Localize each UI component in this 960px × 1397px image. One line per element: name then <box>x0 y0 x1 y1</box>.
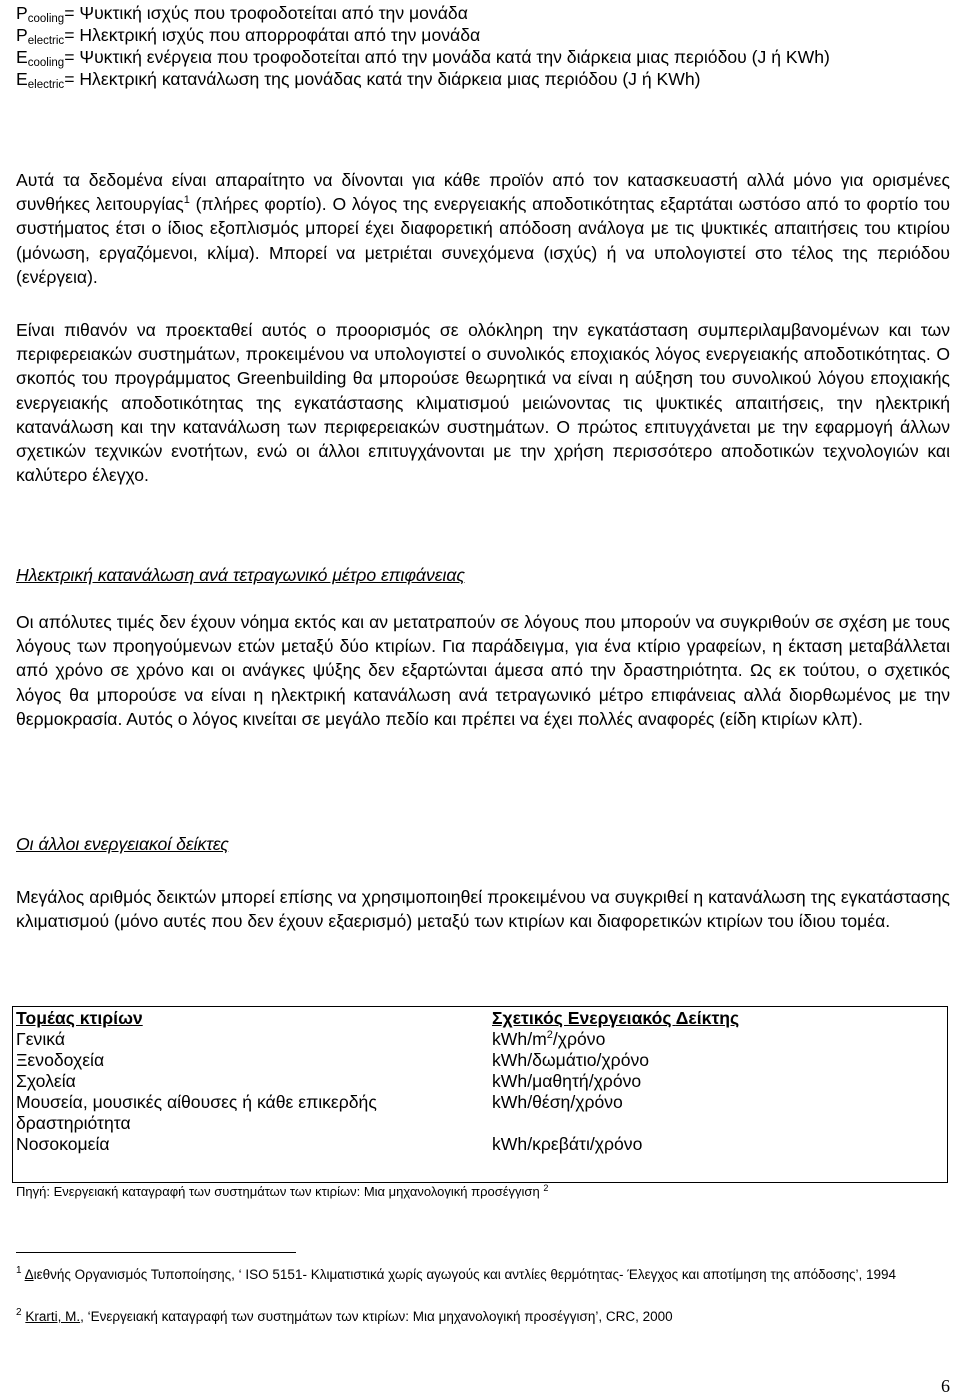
heading-electric-consumption: Ηλεκτρική κατανάλωση ανά τετραγωνικό μέτρο επιφάνειας <box>16 565 465 585</box>
table-source-caption: Πηγή: Ενεργειακή καταγραφή των συστημάτων των κτιρίων: Μια μηχανολογική προσέγγιση $^2$ <box>16 1183 549 1199</box>
table-cell-indicator: kWh/κρεβάτι/χρόνο <box>492 1134 643 1154</box>
table-row <box>12 1092 948 1134</box>
definition-p-electric: $P_{electric}= H\lambda\varepsilon\kappa\tau\rho\iota\kappa ή$ ισχύς που απορροφάται από την μονάδα <box>16 25 481 47</box>
definition-e-electric: $E_{electric}= H\lambda\varepsilon\kappa\tau\rho\iota\kappa ή$ κατανάλωση της μονάδας κατά την διάρκεια μιας περιόδου (J ή KWh) <box>16 69 701 91</box>
table-cell-sector: Νοσοκομεία <box>16 1134 110 1154</box>
table-header-row <box>12 1006 948 1029</box>
table-header-sector: Τομέας κτιρίων <box>16 1008 143 1028</box>
table-cell-sector: Ξενοδοχεία <box>16 1050 105 1070</box>
definition-p-cooling: $P_{cooling}= \Psi\upsilon\kappa\tau\iota\kappa ή$ ισχύς που τροφοδοτείται από την μονάδα <box>16 3 468 25</box>
table-cell-sector: Σχολεία <box>16 1071 76 1091</box>
definition-e-cooling: $E_{cooling}= \Psi\upsilon\kappa\tau\iota\kappa ή$ ενέργεια που τροφοδοτείται από την μονάδα κατά την διάρκεια μιας περιόδου (J ή KWh) <box>16 47 830 69</box>
paragraph-efficiency-data: Αυτά τα δεδομένα είναι απαραίτητο να δίνονται για κάθε προϊόν από τον κατασκευαστή αλλά μόνο για ορισμένες συνθήκες λειτουργίας$^1$ (πλήρες φορτίο). Ο λόγος της ενεργειακής αποδοτικότητας εξαρτάται ωστόσο από το φορτίο του συστήματος έτσι ο ίδιος εξοπλισμός μπορεί έχει διαφορετική απόδοση ανάλογα με τις ψυκτικές απαιτήσεις του κτιρίου (μόνωση, εργαζόμενοι, κλίμα). Μπορεί να μετριέται συνεχόμενα (ισχύς) ή να υπολογιστεί στο τέλος της περιόδου (ενέργεια). <box>16 170 951 287</box>
table-row <box>12 1071 948 1092</box>
footnote-separator <box>16 1252 296 1253</box>
table-cell-indicator: kWh/μαθητή/χρόνο <box>492 1071 642 1091</box>
page-number: 6 <box>941 1376 950 1396</box>
paragraph-indicators: Μεγάλος αριθμός δεικτών μπορεί επίσης να χρησιμοποιηθεί προκειμένου να συγκριθεί η κατανάλωση της εγκατάστασης κλιματισμού (μόνο αυτές που δεν έχουν εξαερισμό) μεταξύ των κτιρίων και διαφορετικών κτιρίων του ίδιου τομέα. <box>16 887 950 932</box>
paragraph-greenbuilding: Είναι πιθανόν να προεκταθεί αυτός ο προορισμός σε ολόκληρη την εγκατάσταση συμπεριλαμβανομένων και των περιφερειακών συστημάτων, προκειμένου να υπολογιστεί ο συνολικός εποχιακός λόγος ενεργειακής αποδοτικότητας. Ο σκοπός του προγράμματος Greenbuilding θα μπορούσε θεωρητικά να είναι η αύξηση του συνολικού λόγου εποχιακής ενεργειακής αποδοτικότητας της εγκατάστασης κλιματισμού μειώνοντας τις ψυκτικές απαιτήσεις, την ηλεκτρική κατανάλωση και την κατανάλωση των περιφερειακών συστημάτων. Ο πρώτος επιτυγχάνεται με την εφαρμογή άλλων σχετικών τεχνικών ενοτήτων, ενώ οι άλλοι επιτυγχάνονται με την χρήση περισσότερο αποδοτικών τεχνολογιών και καλύτερο έλεγχο. <box>16 320 950 486</box>
heading-other-indicators: Οι άλλοι ενεργειακοί δείκτες <box>16 834 229 854</box>
table-header-indicator: Σχετικός Ενεργειακός Δείκτης <box>492 1008 740 1028</box>
table-cell-indicator: kWh/θέση/χρόνο <box>492 1092 623 1112</box>
footnote-ref-2[interactable]: 2 <box>543 1183 549 1193</box>
table-cell-sector: Μουσεία, μουσικές αίθουσες ή κάθε επικερδής δραστηριότητα <box>16 1092 377 1133</box>
table-cell-indicator: kWh/$m^2$/χρόνο <box>492 1029 606 1049</box>
footnote-1: $^1$ Διεθνής Οργανισμός Τυποποίησης, ‘ ISO 5151- Κλιματιστικά χωρίς αγωγούς και αντλίες θερμότητας- Έλεγχος και αποτίμηση της απόδοσης’, 1994 <box>16 1265 897 1282</box>
paragraph-absolute-values: Οι απόλυτες τιμές δεν έχουν νόημα εκτός και αν μετατραπούν σε λόγους που μπορούν να συγκριθούν σε σχέση με τους λόγους των προηγούμενων ετών μεταξύ δύο κτιρίων. Για παράδειγμα, για ένα κτίριο γραφείων, η έκταση μεταβάλλεται από χρόνο σε χρόνο και οι ανάγκες ψύξης δεν εξαρτώνται άμεσα από την δραστηριότητα. Ως εκ τούτου, ο σχετικός λόγος θα μπορούσε να είναι η ηλεκτρική κατανάλωση ανά τετραγωνικό μέτρο επιφάνειας αλλά διορθωμένος με την θερμοκρασία. Αυτός ο λόγος κινείται σε μεγάλο πεδίο και πρέπει να έχει πολλές αναφορές (είδη κτιρίων κλπ). <box>16 612 950 729</box>
footnote-2: $^2$ Krarti, M., ‘Ενεργειακή καταγραφή των συστημάτων των κτιρίων: Μια μηχανολογική προσέγγιση’, CRC, 2000 <box>16 1307 673 1324</box>
table-cell-indicator: kWh/δωμάτιο/χρόνο <box>492 1050 650 1070</box>
table-cell-sector: Γενικά <box>16 1029 65 1049</box>
table-row <box>12 1029 948 1050</box>
table-row <box>12 1050 948 1071</box>
table-row <box>12 1134 948 1155</box>
indicators-table <box>12 1006 948 1155</box>
definitions-list <box>16 2 950 90</box>
footnote-ref-1[interactable]: 1 <box>183 194 190 207</box>
